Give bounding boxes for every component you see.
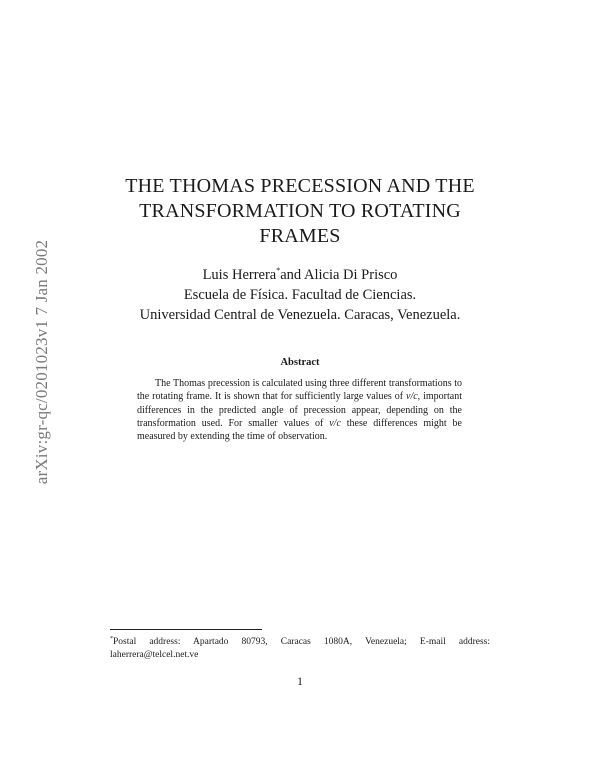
title-line-2: TRANSFORMATION TO ROTATING bbox=[139, 200, 461, 222]
footnote-rule bbox=[110, 629, 262, 630]
footnote-mark: * bbox=[110, 636, 113, 642]
abstract-heading: Abstract bbox=[280, 357, 320, 368]
author-names bbox=[100, 261, 500, 285]
abstract-text bbox=[137, 377, 462, 443]
footnote-text: Postal address: Apartado 80793, Caracas 1080A, Venezuela; E-mail address: laherrera@telcel.net.ve bbox=[110, 637, 490, 660]
author-name-herrera: Luis Herrera bbox=[202, 266, 277, 283]
abstract-variable-1: v/c bbox=[406, 391, 418, 403]
affiliation-line-2: Universidad Central de Venezuela. Caracas, Venezuela. bbox=[139, 306, 461, 323]
abstract-part-3: these differences might be measured by extending the time of observation. bbox=[137, 417, 462, 443]
footnote bbox=[110, 633, 490, 661]
author-name-diprisco: and Alicia Di Prisco bbox=[280, 266, 398, 283]
abstract-variable-2: v/c bbox=[329, 417, 341, 429]
abstract-part-2: , important differences in the predicted angle of precession appear, depending on the transformation used. For smaller values of bbox=[137, 391, 462, 429]
author-block bbox=[100, 261, 500, 325]
arxiv-identifier: arXiv:gr-qc/0201023v1 7 Jan 2002 bbox=[32, 239, 51, 485]
paper-title bbox=[100, 174, 500, 249]
affiliation-line-1: Escuela de Física. Facultad de Ciencias. bbox=[183, 286, 417, 303]
title-line-3: FRAMES bbox=[259, 225, 341, 247]
page-number: 1 bbox=[297, 674, 303, 688]
author-footnote-mark: * bbox=[276, 266, 281, 275]
title-line-1: THE THOMAS PRECESSION AND THE bbox=[125, 175, 475, 197]
abstract-part-1: The Thomas precession is calculated using three different transformations to the rotating frame. It is shown that for sufficiently large values of bbox=[137, 378, 462, 403]
